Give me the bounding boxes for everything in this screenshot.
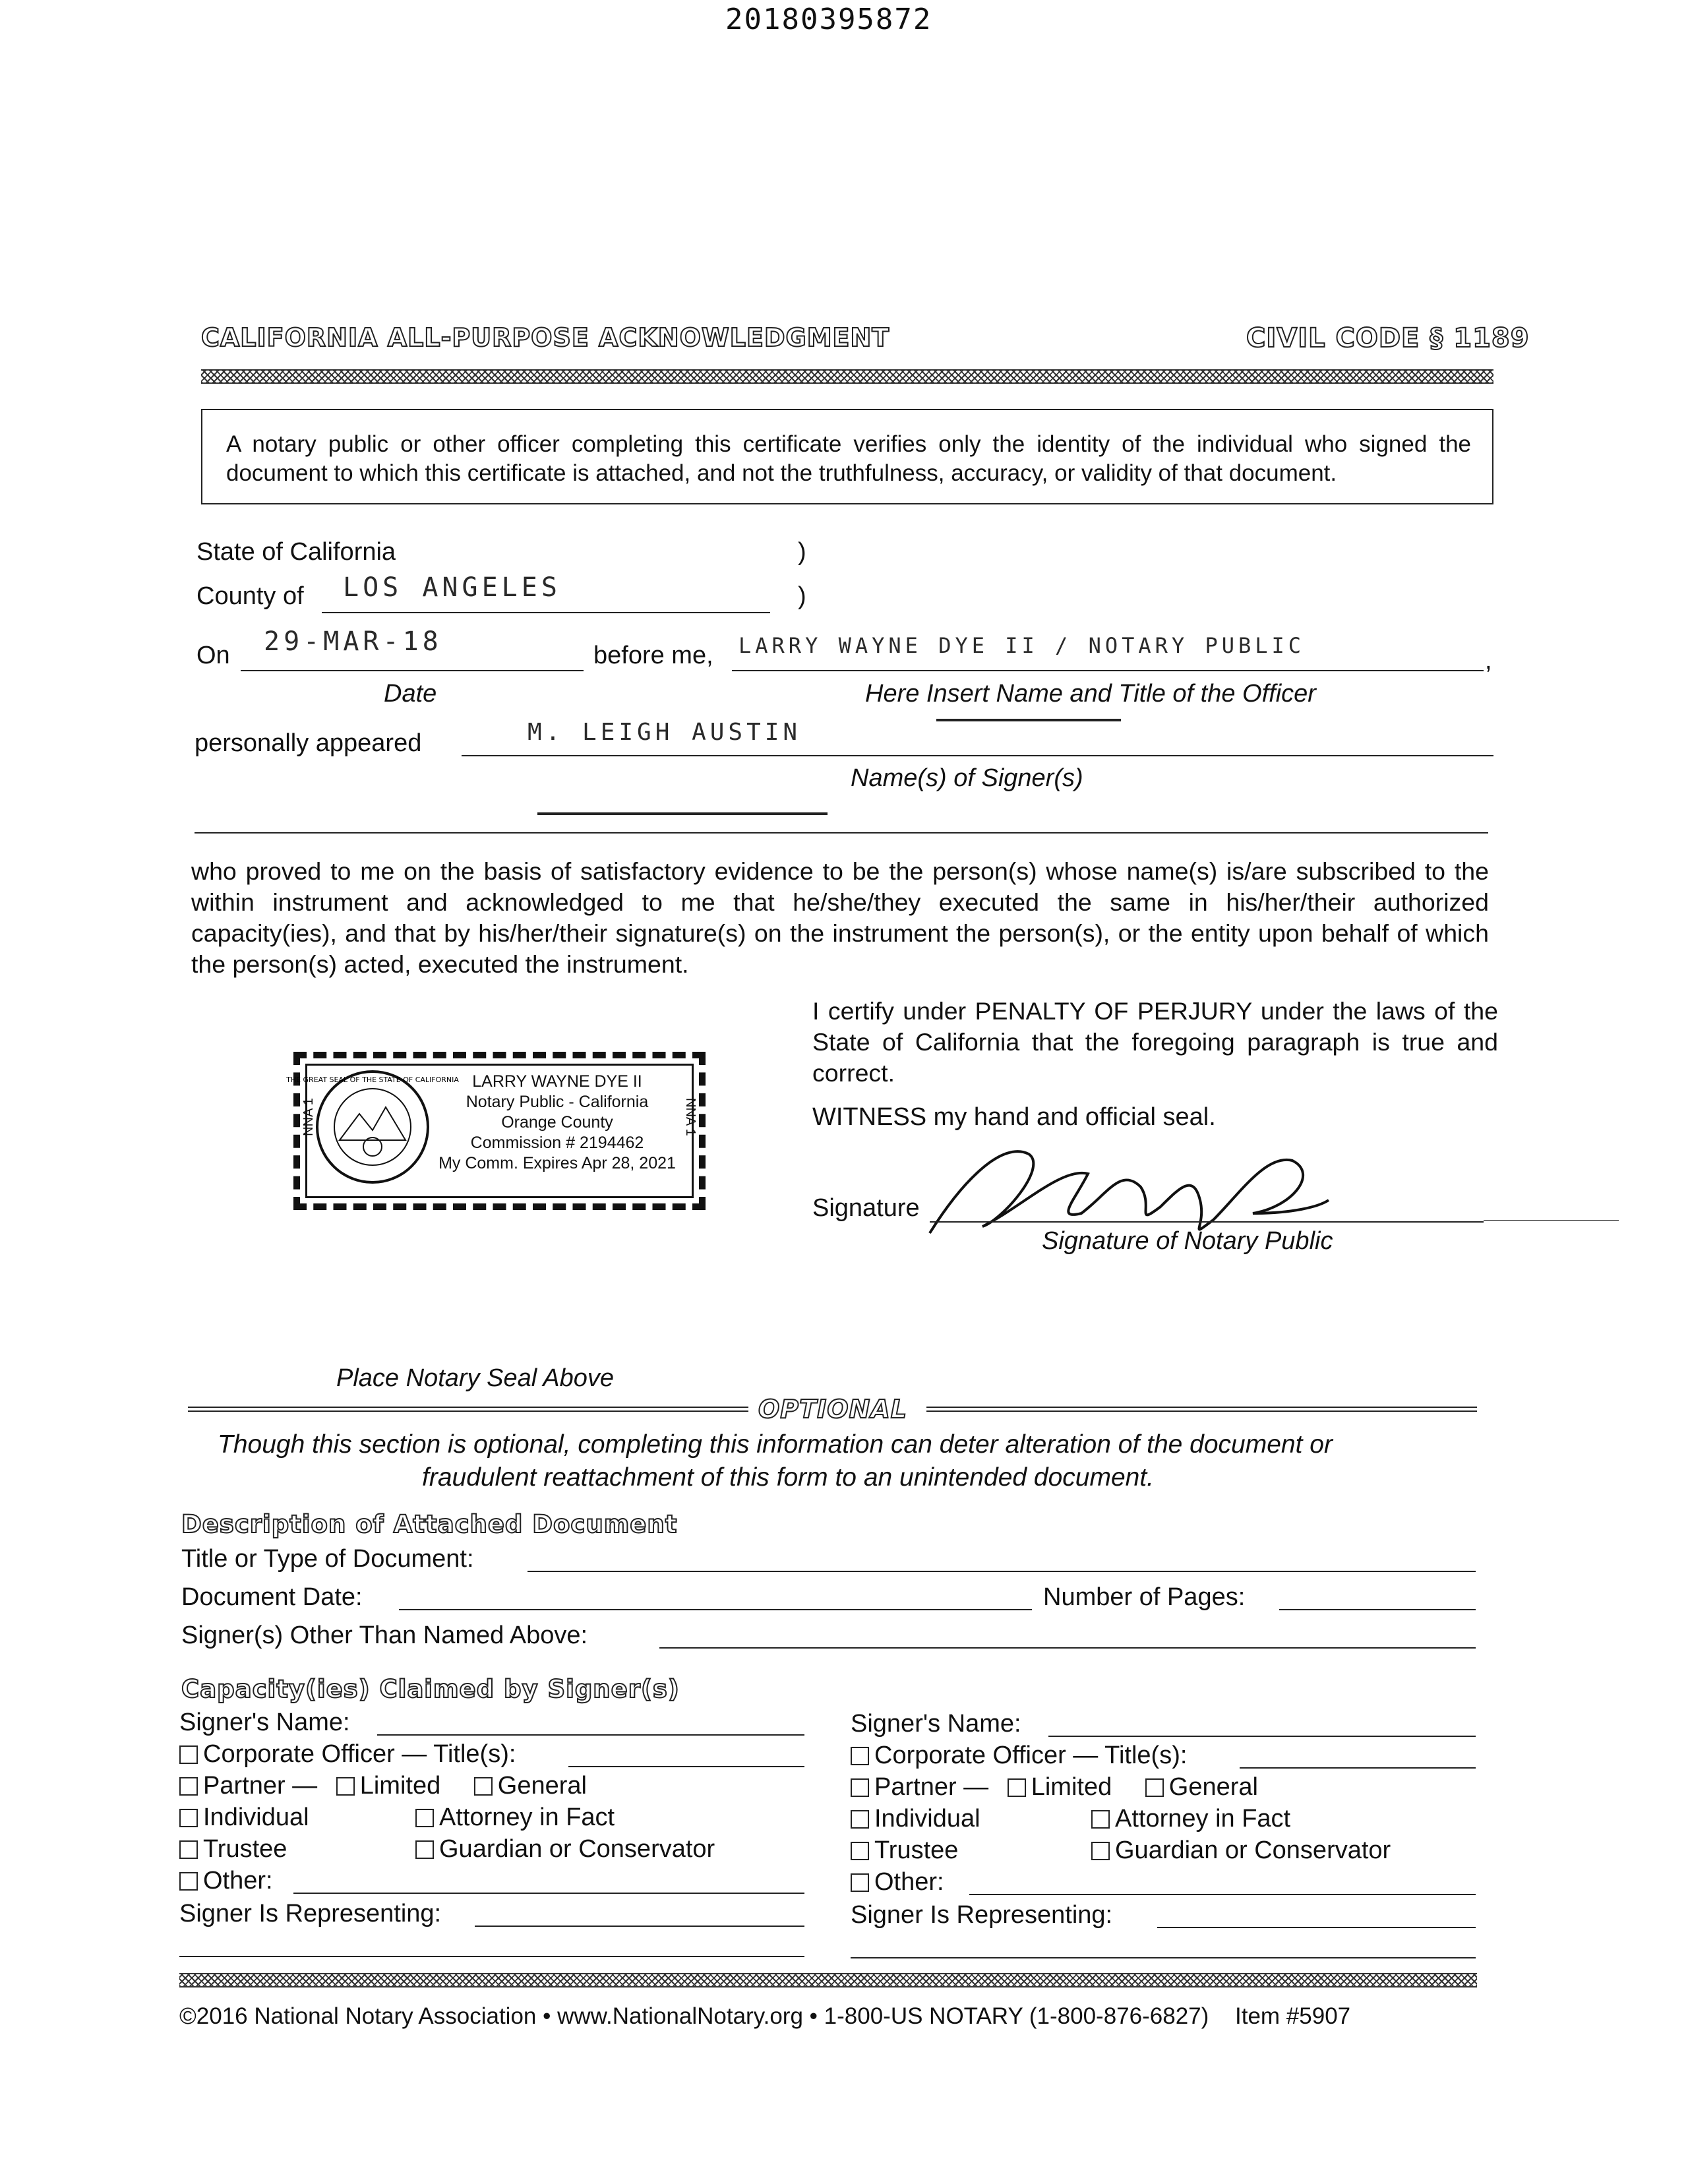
certify-paragraph: I certify under PENALTY OF PERJURY under the laws of the State of California that the foregoing paragraph is true and correct.: [812, 997, 1498, 1087]
county-paren: ): [798, 582, 806, 610]
footer-copyright: ©2016 National Notary Association: [179, 2003, 537, 2029]
left-representing-label: Signer Is Representing:: [179, 1900, 442, 1927]
left-corporate-field[interactable]: [568, 1766, 804, 1767]
signer-line: [462, 755, 1493, 756]
left-other-checkbox[interactable]: [179, 1872, 198, 1891]
footer-item: Item #5907: [1235, 2003, 1351, 2029]
signature-caption: Signature of Notary Public: [1042, 1227, 1333, 1255]
optional-label: OPTIONAL: [758, 1395, 907, 1424]
right-general-checkbox[interactable]: [1145, 1778, 1164, 1797]
left-other-label: Other:: [203, 1867, 273, 1895]
left-general-checkbox[interactable]: [474, 1777, 493, 1796]
officer-comma: ,: [1485, 647, 1492, 675]
bottom-border-rope: [179, 1973, 1477, 1987]
left-attorney-checkbox[interactable]: [415, 1809, 434, 1827]
right-representing-label: Signer Is Representing:: [851, 1901, 1113, 1929]
optional-rule-right: [926, 1407, 1477, 1412]
date-caption: Date: [384, 680, 437, 708]
right-representing-field[interactable]: [1157, 1927, 1476, 1928]
signature-stray-line: [1484, 1220, 1619, 1221]
appeared-label: personally appeared: [195, 729, 422, 757]
proof-paragraph: who proved to me on the basis of satisfactory evidence to be the person(s) whose name(s) is/are subscribed to the within instrument and acknowledged to me that he/she/they executed the same in his/her/their authorized capacity(ies), and that by his/her/their signature(s) on the instrument the person(s), or the entity upon behalf of which the person(s) acted, executed the instrument.: [191, 857, 1489, 978]
left-representing-field-2[interactable]: [179, 1956, 804, 1957]
top-border-rope: [201, 369, 1493, 384]
left-representing-field[interactable]: [475, 1926, 804, 1927]
seal-county: Orange County: [501, 1113, 613, 1132]
county-label: County of: [196, 582, 304, 610]
witness-text: WITNESS my hand and official seal.: [812, 1103, 1216, 1131]
seal-side-right: NNA 1: [683, 1098, 698, 1136]
right-individual-label: Individual: [874, 1805, 980, 1833]
signer-caption: Name(s) of Signer(s): [851, 764, 1083, 792]
seal-commission: Commission # 2194462: [470, 1134, 644, 1152]
left-signer-name-label: Signer's Name:: [179, 1709, 350, 1736]
left-attorney-row: [415, 1803, 615, 1833]
left-individual-checkbox[interactable]: [179, 1809, 198, 1827]
notice-box: [201, 409, 1493, 504]
left-other-field[interactable]: [293, 1893, 804, 1894]
right-limited-checkbox[interactable]: [1008, 1778, 1026, 1797]
left-trustee-row: [179, 1835, 287, 1865]
left-corporate-label: Corporate Officer — Title(s):: [203, 1740, 516, 1768]
left-individual-label: Individual: [203, 1804, 309, 1831]
footer-bullet-2: •: [809, 2003, 824, 2029]
left-general-label: General: [497, 1772, 587, 1800]
right-guardian-row: [1091, 1836, 1391, 1866]
right-attorney-checkbox[interactable]: [1091, 1810, 1110, 1829]
county-value: LOS ANGELES: [343, 572, 561, 603]
left-individual-row: [179, 1803, 309, 1833]
left-partner-row: [179, 1771, 587, 1802]
left-corporate-checkbox[interactable]: [179, 1745, 198, 1764]
state-paren: ): [798, 538, 806, 566]
right-trustee-label: Trustee: [874, 1836, 959, 1864]
capacity-heading: Capacity(ies) Claimed by Signer(s): [181, 1675, 680, 1703]
doc-date-field[interactable]: [399, 1609, 1032, 1610]
officer-caption: Here Insert Name and Title of the Officer: [865, 680, 1316, 708]
left-trustee-label: Trustee: [203, 1835, 287, 1863]
left-other-row: [179, 1866, 273, 1896]
seal-expires: My Comm. Expires Apr 28, 2021: [438, 1154, 676, 1172]
left-attorney-label: Attorney in Fact: [439, 1804, 615, 1831]
seal-text-block: [432, 1072, 682, 1174]
right-limited-label: Limited: [1031, 1773, 1112, 1801]
before-me-label: before me,: [593, 642, 713, 669]
doc-title-field[interactable]: [528, 1571, 1476, 1572]
left-guardian-label: Guardian or Conservator: [439, 1835, 715, 1863]
notice-text: A notary public or other officer completing this certificate verifies only the identity of the individual who signed the document to which this certificate is attached, and not the truthfulness, accuracy, or validity of that document.: [226, 431, 1471, 486]
seal-caption: Place Notary Seal Above: [336, 1364, 615, 1392]
right-trustee-checkbox[interactable]: [851, 1842, 869, 1860]
footer-website[interactable]: www.NationalNotary.org: [557, 2003, 803, 2029]
left-trustee-checkbox[interactable]: [179, 1840, 198, 1859]
form-title: CALIFORNIA ALL-PURPOSE ACKNOWLEDGMENT: [201, 323, 890, 352]
optional-note-2: fraudulent reattachment of this form to an unintended document.: [422, 1463, 1155, 1492]
left-signer-name-field[interactable]: [377, 1734, 804, 1736]
right-attorney-label: Attorney in Fact: [1115, 1805, 1291, 1833]
right-partner-checkbox[interactable]: [851, 1778, 869, 1797]
right-signer-name-label: Signer's Name:: [851, 1710, 1021, 1738]
officer-value: LARRY WAYNE DYE II / NOTARY PUBLIC: [738, 633, 1306, 658]
right-attorney-row: [1091, 1804, 1290, 1835]
recording-number: 20180395872: [725, 3, 932, 36]
right-guardian-checkbox[interactable]: [1091, 1842, 1110, 1860]
notary-seal-stamp: [286, 1052, 706, 1210]
right-general-label: General: [1168, 1773, 1258, 1801]
right-signer-name-field[interactable]: [1048, 1736, 1476, 1737]
attached-doc-heading: Description of Attached Document: [181, 1510, 678, 1538]
seal-emblem-text: THE GREAT SEAL OF THE STATE OF CALIFORNIA: [286, 1076, 459, 1084]
signer-line-2: [195, 832, 1488, 834]
state-label: State of California: [196, 538, 396, 566]
seal-name: LARRY WAYNE DYE II: [472, 1072, 642, 1091]
left-guardian-row: [415, 1835, 715, 1865]
right-representing-field-2[interactable]: [851, 1957, 1476, 1958]
left-limited-checkbox[interactable]: [336, 1777, 355, 1796]
right-individual-checkbox[interactable]: [851, 1810, 869, 1829]
officer-line: [732, 670, 1484, 671]
date-line: [241, 670, 584, 671]
footer: [179, 2003, 1477, 2030]
left-partner-label: Partner —: [203, 1772, 318, 1800]
left-guardian-checkbox[interactable]: [415, 1840, 434, 1859]
county-line: [322, 612, 770, 613]
right-partner-label: Partner —: [874, 1773, 989, 1801]
right-corporate-checkbox[interactable]: [851, 1747, 869, 1765]
left-limited-label: Limited: [359, 1772, 441, 1800]
seal-title: Notary Public - California: [466, 1093, 649, 1111]
optional-rule-left: [188, 1407, 748, 1412]
doc-title-label: Title or Type of Document:: [181, 1545, 474, 1573]
signature-line: [930, 1221, 1484, 1223]
on-label: On: [196, 642, 230, 669]
signature-label: Signature: [812, 1194, 920, 1222]
footer-bullet-1: •: [543, 2003, 558, 2029]
left-corporate-row: [179, 1740, 516, 1770]
right-corporate-field[interactable]: [1240, 1767, 1476, 1769]
optional-note-1: Though this section is optional, completing this information can deter alteration of the document or: [218, 1430, 1333, 1459]
doc-others-field[interactable]: [659, 1647, 1476, 1649]
right-partner-row: [851, 1773, 1258, 1803]
right-other-checkbox[interactable]: [851, 1873, 869, 1892]
right-trustee-row: [851, 1836, 958, 1866]
doc-pages-label: Number of Pages:: [1043, 1583, 1246, 1611]
right-other-field[interactable]: [969, 1894, 1476, 1895]
date-value: 29-MAR-18: [264, 626, 442, 657]
right-other-label: Other:: [874, 1868, 944, 1896]
doc-pages-field[interactable]: [1279, 1609, 1476, 1610]
seal-side-left: NNA 1: [301, 1098, 316, 1136]
left-partner-checkbox[interactable]: [179, 1777, 198, 1796]
right-guardian-label: Guardian or Conservator: [1115, 1836, 1391, 1864]
right-corporate-row: [851, 1741, 1187, 1771]
right-corporate-label: Corporate Officer — Title(s):: [874, 1742, 1188, 1769]
right-individual-row: [851, 1804, 980, 1835]
signer-mark-2: [537, 812, 828, 815]
doc-others-label: Signer(s) Other Than Named Above:: [181, 1622, 588, 1649]
civil-code: CIVIL CODE § 1189: [1246, 323, 1530, 353]
right-other-row: [851, 1867, 944, 1898]
signer-value: M. LEIGH AUSTIN: [528, 719, 802, 746]
doc-date-label: Document Date:: [181, 1583, 363, 1611]
footer-phone: 1-800-US NOTARY (1-800-876-6827): [824, 2003, 1209, 2029]
signer-underline-mark: [936, 719, 1121, 721]
